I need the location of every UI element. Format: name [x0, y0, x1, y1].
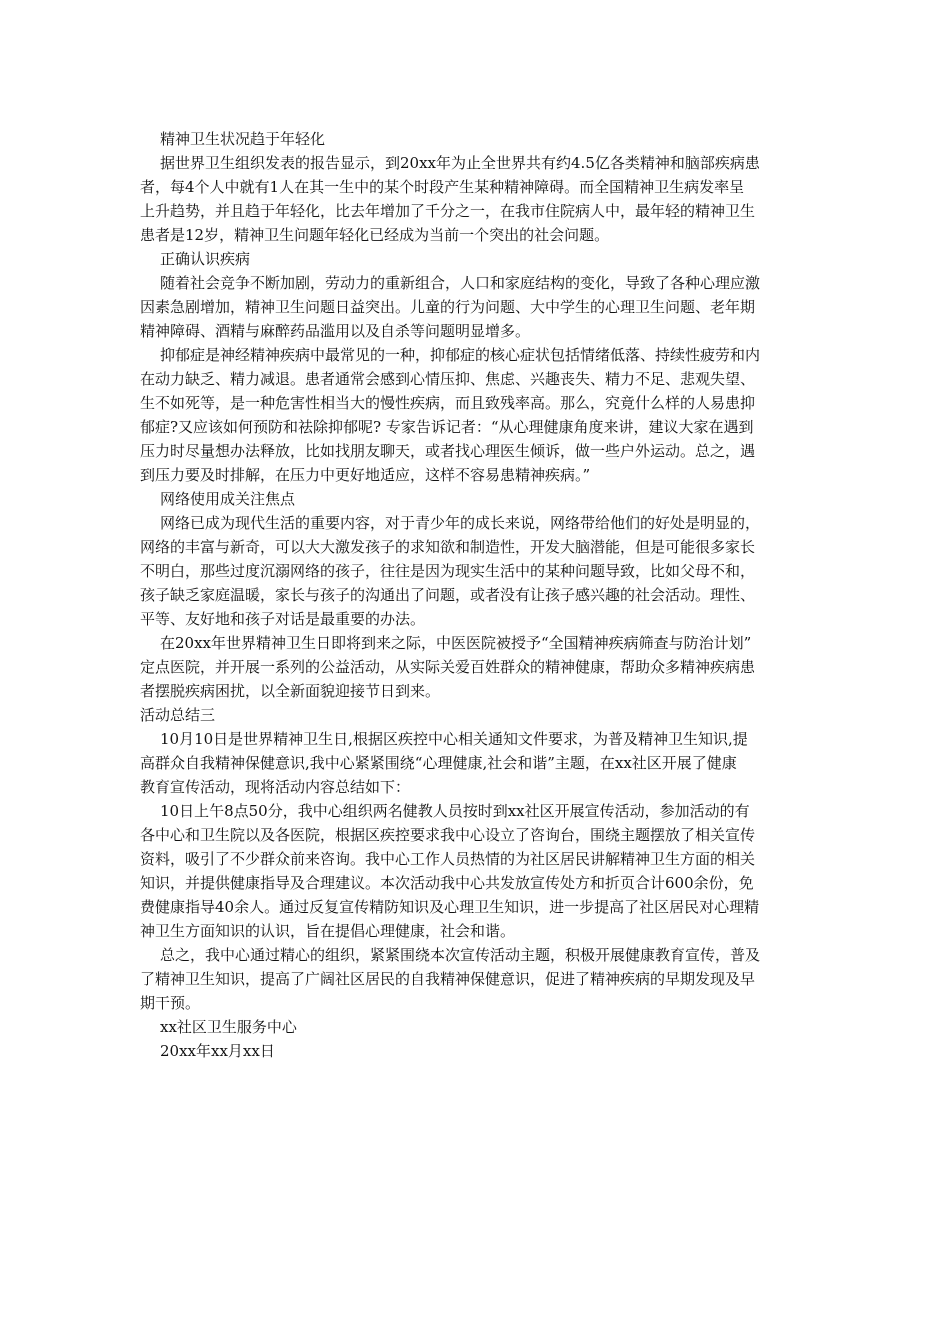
paragraph-line: 定点医院，并开展一系列的公益活动，从实际关爱百姓群众的精神健康，帮助众多精神疾病患: [140, 658, 756, 676]
paragraph-line: 者摆脱疾病困扰，以全新面貌迎接节日到来。: [140, 682, 441, 700]
paragraph-line: 孩子缺乏家庭温暖，家长与孩子的沟通出了问题，或者没有让孩子感兴趣的社会活动。理性、: [140, 586, 756, 604]
paragraph-line: 生不如死等，是一种危害性相当大的慢性疾病，而且致残率高。那么，究竟什么样的人易患抑: [140, 394, 756, 412]
section-heading: 网络使用成关注焦点: [160, 490, 296, 508]
paragraph-line: 精神障碍、酒精与麻醉药品滥用以及自杀等问题明显增多。: [140, 322, 531, 340]
paragraph-first-line: 随着社会竞争不断加剧，劳动力的重新组合，人口和家庭结构的变化，导致了各种心理应激: [160, 274, 761, 292]
paragraph-first-line: 10日上午8点50分，我中心组织两名健教人员按时到xx社区开展宣传活动，参加活动的有: [160, 802, 750, 820]
paragraph-line: 费健康指导40余人。通过反复宣传精防知识及心理卫生知识，进一步提高了社区居民对心理精: [140, 898, 760, 916]
paragraph-line: 网络的丰富与新奇，可以大大激发孩子的求知欲和制造性，开发大脑潜能，但是可能很多家长: [140, 538, 756, 556]
paragraph-line: 资料，吸引了不少群众前来咨询。我中心工作人员热情的为社区居民讲解精神卫生方面的相关: [140, 850, 756, 868]
paragraph-first-line: 10月10日是世界精神卫生日,根据区疾控中心相关通知文件要求，为普及精神卫生知识,提: [160, 730, 748, 748]
paragraph-line: 各中心和卫生院以及各医院，根据区疾控要求我中心设立了咨询台，围绕主题摆放了相关宣传: [140, 826, 756, 844]
paragraph-line: 不明白，那些过度沉溺网络的孩子，往往是因为现实生活中的某种问题导致，比如父母不和，: [140, 562, 756, 580]
paragraph-line: 因素急剧增加，精神卫生问题日益突出。儿童的行为问题、大中学生的心理卫生问题、老年期: [140, 298, 756, 316]
document-body: [140, 127, 812, 1063]
paragraph-first-line: 抑郁症是神经精神疾病中最常见的一种，抑郁症的核心症状包括情绪低落、持续性疲劳和内: [160, 346, 761, 364]
section-heading: 精神卫生状况趋于年轻化: [160, 130, 326, 148]
signature-line: xx社区卫生服务中心: [160, 1018, 297, 1036]
paragraph-line: 神卫生方面知识的认识，旨在提倡心理健康，社会和谐。: [140, 922, 516, 940]
paragraph-first-line: 在20xx年世界精神卫生日即将到来之际，中医医院被授予“全国精神疾病筛查与防治计划”: [160, 634, 752, 652]
paragraph-line: 期干预。: [140, 994, 201, 1012]
paragraph-line: 教育宣传活动，现将活动内容总结如下：: [140, 778, 411, 796]
paragraph-line: 患者是12岁，精神卫生问题年轻化已经成为当前一个突出的社会问题。: [140, 226, 610, 244]
paragraph-line: 高群众自我精神保健意识,我中心紧紧围绕“心理健康,社会和谐”主题，在xx社区开展了健康: [140, 754, 737, 772]
section-title: 活动总结三: [140, 706, 216, 724]
paragraph-line: 知识，并提供健康指导及合理建议。本次活动我中心共发放宣传处方和折页合计600余份，免: [140, 874, 754, 892]
paragraph-first-line: 总之，我中心通过精心的组织，紧紧围绕本次宣传活动主题，积极开展健康教育宣传，普及: [160, 946, 761, 964]
paragraph-line: 平等、友好地和孩子对话是最重要的办法。: [140, 610, 426, 628]
section-heading: 正确认识疾病: [160, 250, 251, 268]
paragraph-line: 者，每4个人中就有1人在其一生中的某个时段产生某种精神障碍。而全国精神卫生病发率呈: [140, 178, 745, 196]
signature-line: 20xx年xx月xx日: [160, 1042, 275, 1060]
paragraph-line: 上升趋势，并且趋于年轻化，比去年增加了千分之一，在我市住院病人中，最年轻的精神卫生: [140, 202, 756, 220]
paragraph-first-line: 网络已成为现代生活的重要内容，对于青少年的成长来说，网络带给他们的好处是明显的，: [160, 514, 761, 532]
paragraph-line: 到压力要及时排解，在压力中更好地适应，这样不容易患精神疾病。”: [140, 466, 591, 484]
paragraph-first-line: 据世界卫生组织发表的报告显示，到20xx年为止全世界共有约4.5亿各类精神和脑部疾病患: [160, 154, 760, 172]
paragraph-line: 郁症?又应该如何预防和祛除抑郁呢? 专家告诉记者：“从心理健康角度来讲，建议大家在遇到: [140, 418, 754, 436]
paragraph-line: 了精神卫生知识，提高了广阔社区居民的自我精神保健意识，促进了精神疾病的早期发现及早: [140, 970, 756, 988]
paragraph-line: 压力时尽量想办法释放，比如找朋友聊天，或者找心理医生倾诉，做一些户外运动。总之，遇: [140, 442, 756, 460]
paragraph-line: 在动力缺乏、精力减退。患者通常会感到心情压抑、焦虑、兴趣丧失、精力不足、悲观失望、: [140, 370, 756, 388]
